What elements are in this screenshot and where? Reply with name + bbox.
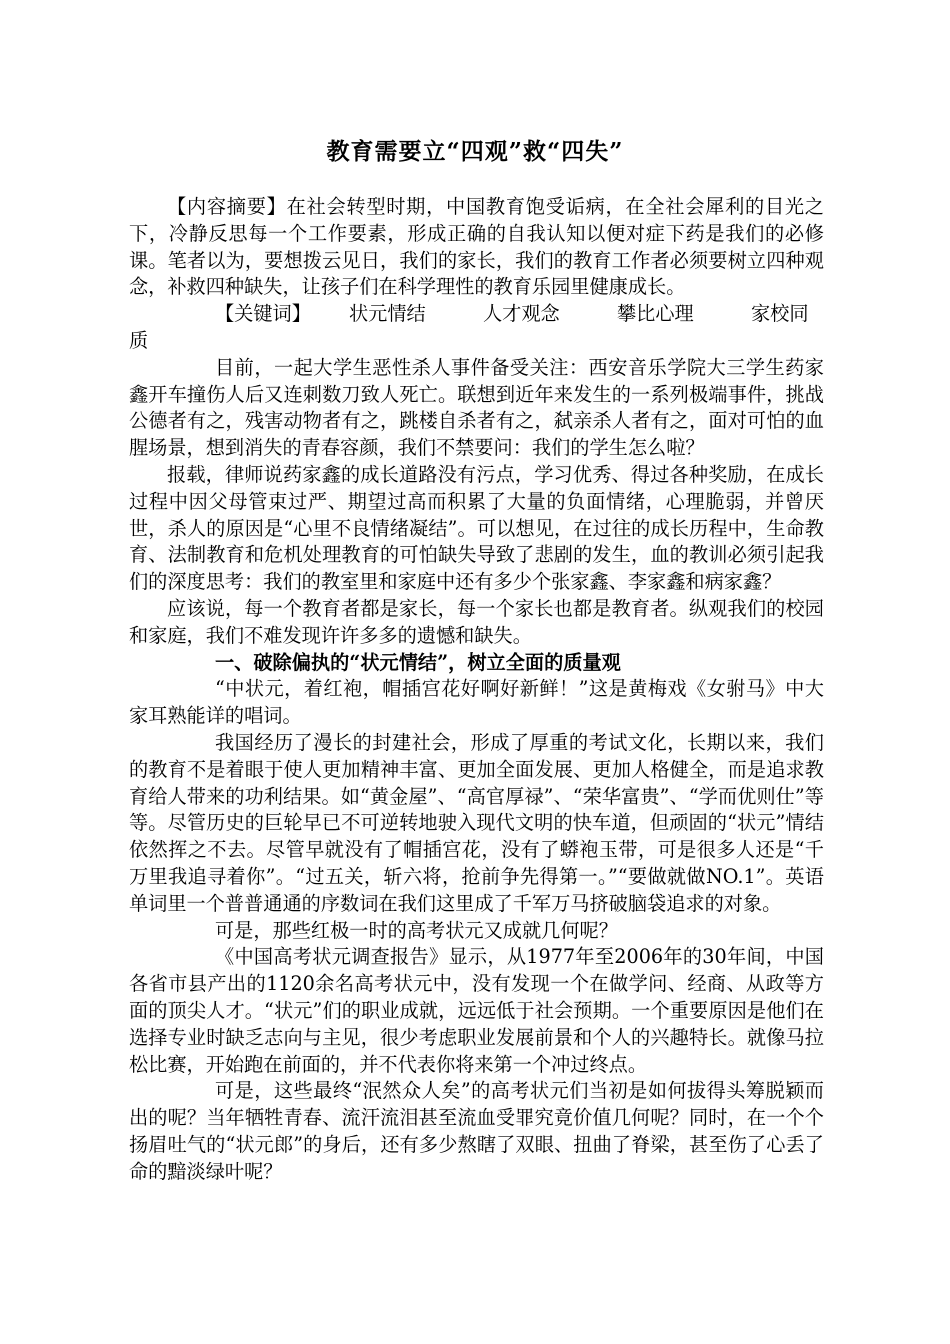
keywords-label: 【关键词】 — [215, 302, 311, 326]
body-paragraph: 《中国高考状元调查报告》显示，从1977年至2006年的30年间，中国各省市县产出的1120余名高考状元中，没有发现一个在做学问、经商、从政等方面的顶尖人才。“状元”们的职业成就，远远低于社会预期。一个重要原因是他们在选择专业时缺乏志向与主见，很少考虑职业发展前景和个人的兴趣特长。就像马拉松比赛，开始跑在前面的，并不代表你将来第一个冲过终点。 — [129, 945, 824, 1076]
body-paragraph: “中状元，着红袍，帽插宫花好啊好新鲜！”这是黄梅戏《女驸马》中大家耳熟能详的唱词。 — [129, 677, 824, 728]
keyword-item: 攀比心理 — [617, 302, 694, 326]
body-paragraph: 目前，一起大学生恶性杀人事件备受关注：西安音乐学院大三学生药家鑫开车撞伤人后又连刺数刀致人死亡。联想到近年来发生的一系列极端事件，挑战公德者有之，残害动物者有之，跳楼自杀者有之，弑亲杀人者有之，面对可怕的血腥场景，想到消失的青春容颜，我们不禁要问：我们的学生怎么啦？ — [129, 355, 824, 460]
section-heading: 一、破除偏执的“状元情结”，树立全面的质量观 — [215, 650, 621, 674]
body-paragraph: 报载，律师说药家鑫的成长道路没有污点，学习优秀、得过各种奖励，在成长过程中因父母管束过严、期望过高而积累了大量的负面情绪，心理脆弱，并曾厌世，杀人的原因是“心里不良情绪凝结”。可以想见，在过往的成长历程中，生命教育、法制教育和危机处理教育的可怕缺失导致了悲剧的发生，血的教训必须引起我们的深度思考：我们的教室里和家庭中还有多少个张家鑫、李家鑫和病家鑫？ — [129, 462, 824, 594]
keywords-wrap: 质 — [129, 328, 149, 352]
keyword-item: 家校同 — [751, 302, 809, 326]
body-paragraph: 应该说，每一个教育者都是家长，每一个家长也都是教育者。纵观我们的校园和家庭，我们不难发现许许多多的遗憾和缺失。 — [129, 596, 824, 647]
body-paragraph: 可是，这些最终“泯然众人矣”的高考状元们当初是如何拔得头筹脱颖而出的呢？当年牺牲青春、流汗流泪甚至流血受罪究竟价值几何呢？同时，在一个个扬眉吐气的“状元郎”的身后，还有多少熬瞎了双眼、扭曲了脊梁，甚至伤了心丢了命的黯淡绿叶呢？ — [129, 1079, 824, 1183]
document-title: 教育需要立“四观”救“四失” — [326, 138, 624, 165]
keywords-line — [129, 301, 824, 328]
body-paragraph: 可是，那些红极一时的高考状元又成就几何呢？ — [215, 918, 618, 942]
keyword-item: 人才观念 — [483, 302, 560, 326]
keyword-item: 状元情结 — [349, 302, 426, 326]
abstract-paragraph: 【内容摘要】在社会转型时期，中国教育饱受诟病，在全社会犀利的目光之下，冷静反思每一个工作要素，形成正确的自我认知以便对症下药是我们的必修课。笔者以为，要想拨云见日，我们的家长，我们的教育工作者必须要树立四种观念，补救四种缺失，让孩子们在科学理性的教育乐园里健康成长。 — [129, 195, 824, 299]
body-paragraph: 我国经历了漫长的封建社会，形成了厚重的考试文化，长期以来，我们的教育不是着眼于使人更加精神丰富、更加全面发展、更加人格健全，而是追求教育给人带来的功利结果。如“黄金屋”、“高官厚禄”、“荣华富贵”、“学而优则仕”等等。尽管历史的巨轮早已不可逆转地驶入现代文明的快车道，但顽固的“状元”情结依然挥之不去。尽管早就没有了帽插宫花，没有了蟒袍玉带，可是很多人还是“千万里我追寻着你”。“过五关，斩六将，抢前争先得第一。”“要做就做NO.1”。英语单词里一个普普通通的序数词在我们这里成了千军万马挤破脑袋追求的对象。 — [129, 730, 824, 915]
document-body — [129, 194, 824, 1185]
